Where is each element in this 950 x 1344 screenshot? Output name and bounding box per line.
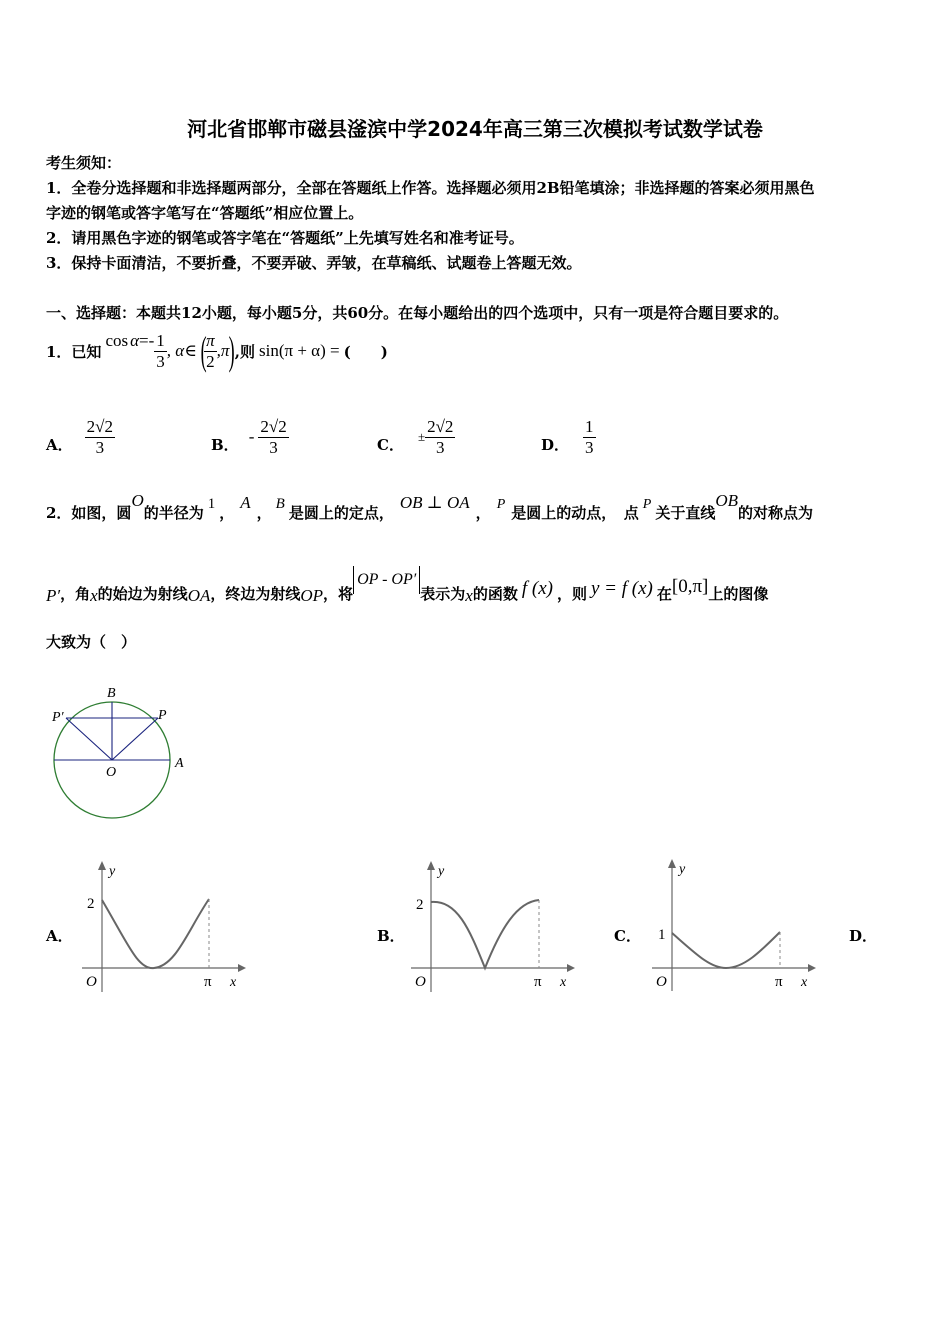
graph-option-c[interactable] bbox=[648, 856, 818, 991]
graph-option-a[interactable] bbox=[78, 858, 248, 993]
segment-op bbox=[112, 718, 158, 760]
option-fraction: $\frac{1}{3}$ bbox=[585, 416, 594, 457]
svg-text:x: x bbox=[560, 975, 567, 990]
label-p: P bbox=[158, 708, 167, 723]
page-title: 河北省邯郸市磁县滏滨中学2024年高三第三次模拟考试数学试卷 bbox=[187, 117, 763, 141]
q1-answer-paren: ( ) bbox=[343, 342, 388, 361]
option-fraction: $\frac{2√2}{3}$ bbox=[427, 416, 454, 457]
svg-text:π: π bbox=[534, 974, 542, 990]
option-label: D． bbox=[541, 435, 570, 454]
svg-text:y: y bbox=[679, 862, 686, 877]
question-2-line-2: P′ ，角 x 的始边为射线 OA ，终边为射线 OP ，将 OP - OP′ 表示为 x 的函数 f (x) ，则 y = f (x) 在 [0,π] 上的图像 bbox=[46, 572, 768, 604]
label-a: A bbox=[175, 756, 184, 771]
svg-text:O: O bbox=[86, 974, 97, 990]
notice-item-3: 3．保持卡面清洁，不要折叠，不要弄破、弄皱，在草稿纸、试题卷上答题无效。 bbox=[46, 254, 582, 272]
notice-heading: 考生须知： bbox=[46, 154, 122, 172]
graph-option-d-label[interactable]: D． bbox=[849, 927, 878, 945]
segment-op-prime bbox=[66, 718, 112, 760]
notice-item-1-line-1: 1．全卷分选择题和非选择题两部分，全部在答题纸上作答。选择题必须用2B铅笔填涂；非选择题的答案必须用黑色 bbox=[46, 179, 815, 197]
q1-option-a[interactable] bbox=[46, 412, 115, 462]
section-heading: 一、选择题：本题共12小题，每小题5分，共60分。在每小题给出的四个选项中，只有一项是符合题目要求的。 bbox=[46, 304, 789, 322]
svg-text:x: x bbox=[801, 975, 808, 990]
q1-eq-minus: =- bbox=[139, 331, 155, 350]
svg-text:2: 2 bbox=[87, 896, 95, 912]
label-o: O bbox=[106, 765, 117, 780]
graph-option-b-label[interactable]: B． bbox=[377, 927, 405, 945]
option-label: A． bbox=[46, 435, 73, 454]
q1-frac-num: 1 bbox=[156, 330, 165, 350]
svg-text:O: O bbox=[415, 974, 426, 990]
q1-option-b[interactable]: B． - $\frac{2√2}{3}$ bbox=[211, 416, 287, 457]
q1-frac-den: 3 bbox=[156, 351, 165, 371]
notice-item-2: 2．请用黑色字迹的钢笔或答字笔在“答题纸”上先填写姓名和准考证号。 bbox=[46, 229, 524, 247]
label-b: B bbox=[107, 686, 116, 701]
option-label: B． bbox=[211, 435, 239, 454]
option-fraction: $\frac{2√2}{3}$ bbox=[260, 416, 287, 457]
notice-item-1-line-2: 字迹的钢笔或答字笔写在“答题纸”相应位置上。 bbox=[46, 204, 364, 222]
q1-left-paren: ( bbox=[200, 328, 207, 373]
svg-text:π: π bbox=[775, 974, 783, 990]
svg-text:y: y bbox=[109, 864, 116, 879]
svg-text:y: y bbox=[438, 864, 445, 879]
q1-sin-expr: sin(π + α) = bbox=[259, 341, 340, 360]
circle-figure bbox=[44, 680, 194, 825]
q1-two: 2 bbox=[206, 351, 215, 371]
q1-option-c[interactable]: C． ± $\frac{2√2}{3}$ bbox=[377, 416, 454, 457]
q1-cos: cos bbox=[105, 331, 129, 350]
graph-option-b[interactable] bbox=[407, 858, 577, 993]
q1-then: ,则 bbox=[234, 342, 256, 361]
svg-text:1: 1 bbox=[658, 927, 666, 943]
svg-text:π: π bbox=[204, 974, 212, 990]
q1-fraction bbox=[154, 331, 167, 372]
graph-option-a-label[interactable]: A． bbox=[46, 927, 73, 945]
question-2-line-1: 2．如图，圆 O 的半径为 1 ， A ， B 是圆上的定点， OB ⊥ OA ， P 是圆上的动点， 点 P 关于直线 OB 的对称点为 bbox=[46, 491, 814, 522]
option-fraction: $\frac{2√2}{3}$ bbox=[86, 416, 113, 457]
option-label: C． bbox=[377, 435, 404, 454]
svg-text:x: x bbox=[230, 975, 237, 990]
label-p-prime: P′ bbox=[52, 710, 64, 725]
q1-pi: π bbox=[206, 330, 215, 350]
svg-text:2: 2 bbox=[416, 897, 424, 913]
q1-prefix: 1．已知 bbox=[46, 342, 102, 361]
q1-alpha-in: , α∈ bbox=[166, 341, 197, 360]
abs-expression: OP - OP′ bbox=[353, 566, 420, 594]
q1-right-paren: ) bbox=[229, 328, 236, 373]
q1-comma-pi: ,π bbox=[216, 341, 230, 360]
q1-option-d[interactable] bbox=[541, 412, 596, 462]
question-2-line-3: 大致为（ ） bbox=[46, 633, 137, 651]
graph-option-c-label[interactable]: C． bbox=[614, 927, 641, 945]
q1-alpha: α bbox=[130, 331, 140, 350]
question-1 bbox=[46, 327, 388, 375]
svg-text:O: O bbox=[656, 974, 667, 990]
